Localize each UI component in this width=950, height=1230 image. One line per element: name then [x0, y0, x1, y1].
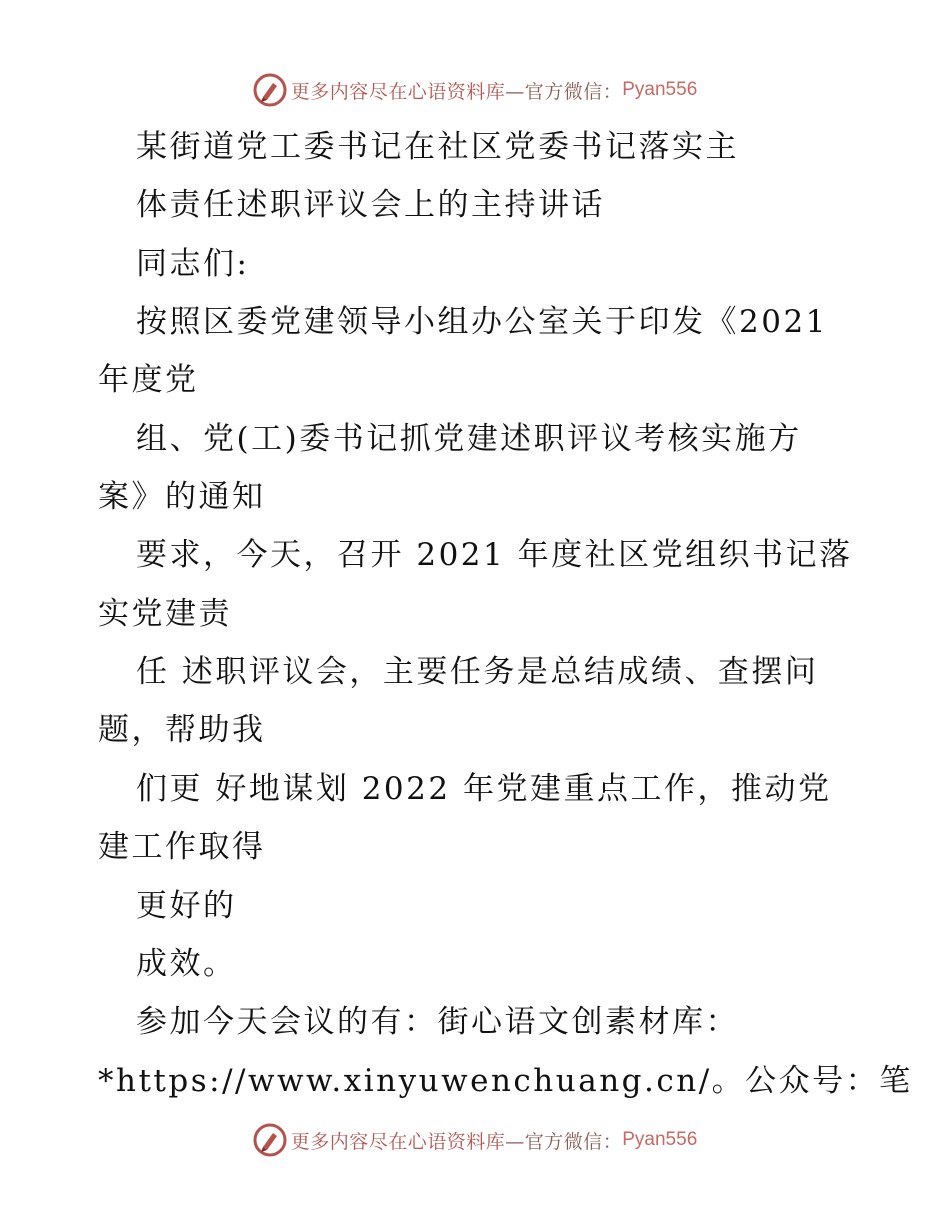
- title-line-2: 体责任述职评议会上的主持讲话: [136, 187, 605, 223]
- salutation: 同志们:: [136, 246, 250, 282]
- paragraph-line: 年度党: [98, 362, 199, 398]
- paragraph-line: *https://www.xinyuwenchuang.cn/。公众号：笔: [98, 1063, 913, 1099]
- paragraph-line: 实党建责: [98, 596, 232, 632]
- watermark-footer: [0, 1120, 950, 1160]
- paragraph-line: 更好的: [136, 888, 237, 924]
- paragraph-line: 组、党(工)委书记抓党建述职评议考核实施方: [136, 421, 802, 457]
- paragraph-line: 要求，今天，召开 2021 年度社区党组织书记落: [136, 537, 853, 573]
- title-line-1: 某街道党工委书记在社区党委书记落实主: [136, 129, 739, 165]
- watermark-wechat-id: Pyan556: [622, 79, 698, 100]
- paragraph-line: 参加今天会议的有：街心语文创素材库：: [136, 1004, 739, 1040]
- watermark-wechat-label: —官方微信：: [505, 1130, 623, 1153]
- paragraph-line: 们更 好地谋划 2022 年党建重点工作，推动党: [136, 771, 832, 807]
- pen-logo-icon: [253, 73, 287, 107]
- watermark-text: 更多内容尽在心语资料库: [290, 1130, 506, 1153]
- paragraph-line: 案》的通知: [98, 479, 266, 515]
- watermark-wechat-label: —官方微信：: [505, 80, 623, 103]
- paragraph-line: 建工作取得: [98, 829, 266, 865]
- watermark-text: 更多内容尽在心语资料库: [290, 80, 506, 103]
- paragraph-line: 任 述职评议会，主要任务是总结成绩、查摆问: [136, 654, 819, 690]
- pen-logo-icon: [253, 1123, 287, 1157]
- paragraph-line: 成效。: [136, 946, 237, 982]
- paragraph-line: 按照区委党建领导小组办公室关于印发《2021: [136, 304, 828, 340]
- watermark-wechat-id: Pyan556: [622, 1129, 698, 1150]
- paragraph-line: 题，帮助我: [98, 712, 266, 748]
- watermark-header: [0, 70, 950, 110]
